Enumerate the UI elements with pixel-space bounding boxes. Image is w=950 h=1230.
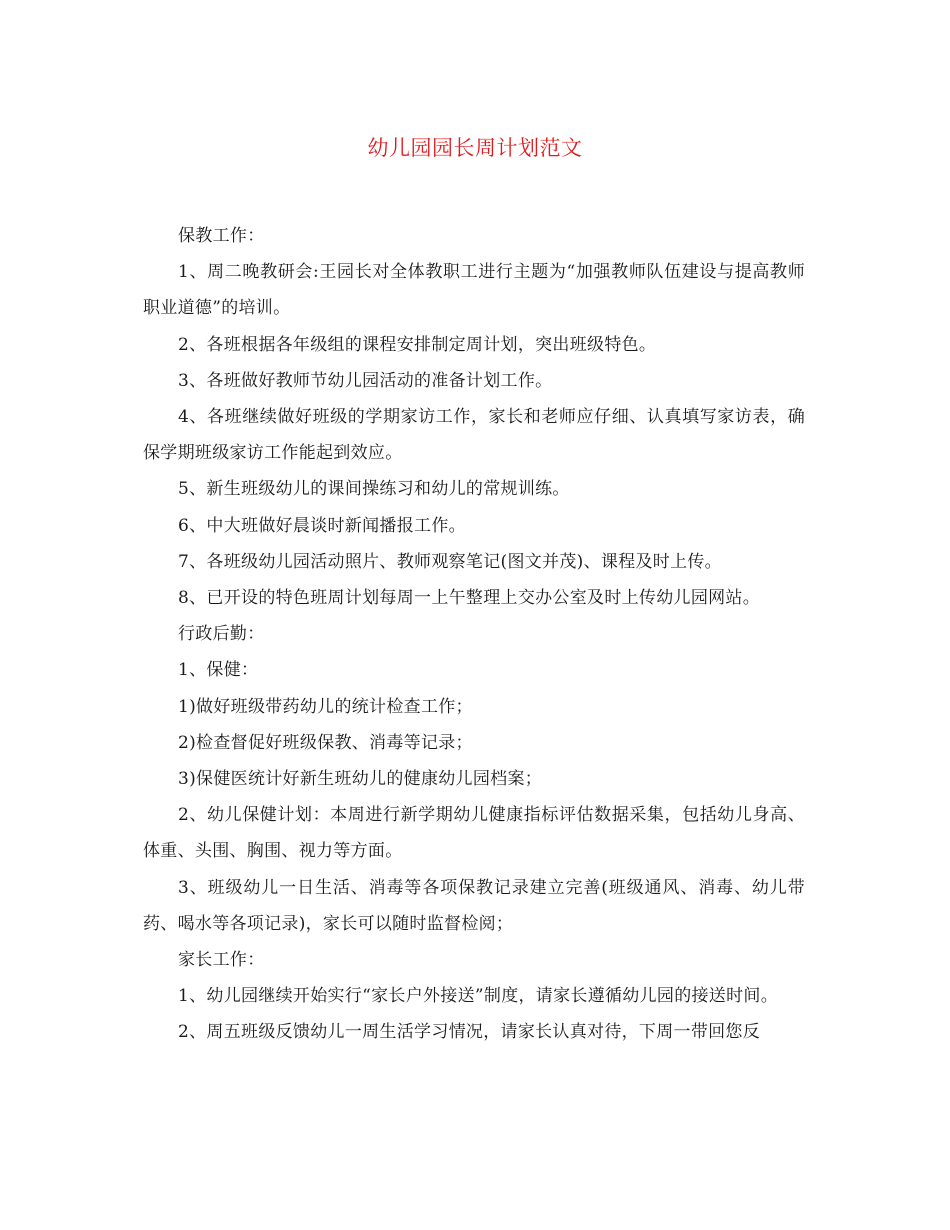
paragraph: 2)检查督促好班级保教、消毒等记录； (178, 732, 473, 753)
paragraph: 3)保健医统计好新生班幼儿的健康幼儿园档案； (178, 769, 543, 790)
paragraph: 3、班级幼儿一日生活、消毒等各项保教记录建立完善(班级通风、消毒、幼儿带药、喝水等各项记录)，家长可以随时监督检阅； (143, 877, 805, 934)
paragraph: 1、保健： (178, 660, 259, 681)
paragraph: 8、已开设的特色班周计划每周一上午整理上交办公室及时上传幼儿园网站。 (178, 588, 761, 609)
paragraph: 1、幼儿园继续开始实行“家长户外接送”制度，请家长遵循幼儿园的接送时间。 (178, 986, 778, 1007)
paragraph: 4、各班继续做好班级的学期家访工作，家长和老师应仔细、认真填写家访表，确保学期班级家访工作能起到效应。 (143, 407, 805, 464)
section-heading: 行政后勤： (178, 624, 265, 645)
paragraph: 5、新生班级幼儿的课间操练习和幼儿的常规训练。 (178, 479, 570, 500)
paragraph: 2、幼儿保健计划：本周进行新学期幼儿健康指标评估数据采集，包括幼儿身高、体重、头围、胸围、视力等方面。 (143, 805, 805, 862)
paragraph: 1、周二晚教研会:王园长对全体教职工进行主题为“加强教师队伍建设与提高教师职业道德”的培训。 (143, 262, 805, 319)
paragraph: 6、中大班做好晨谈时新闻播报工作。 (178, 515, 466, 536)
paragraph: 7、各班级幼儿园活动照片、教师观察笔记(图文并茂)、课程及时上传。 (178, 551, 722, 572)
paragraph: 3、各班做好教师节幼儿园活动的准备计划工作。 (178, 370, 553, 391)
paragraph: 2、各班根据各年级组的课程安排制定周计划，突出班级特色。 (178, 334, 657, 355)
document-title: 幼儿园园长周计划范文 (367, 136, 583, 160)
paragraph: 2、周五班级反馈幼儿一周生活学习情况，请家长认真对待，下周一带回您反 (178, 1022, 761, 1043)
paragraph: 保教工作： (178, 226, 265, 246)
document-body (143, 218, 805, 1051)
paragraph: 1)做好班级带药幼儿的统计检查工作； (178, 696, 473, 717)
section-heading: 家长工作： (178, 950, 265, 971)
